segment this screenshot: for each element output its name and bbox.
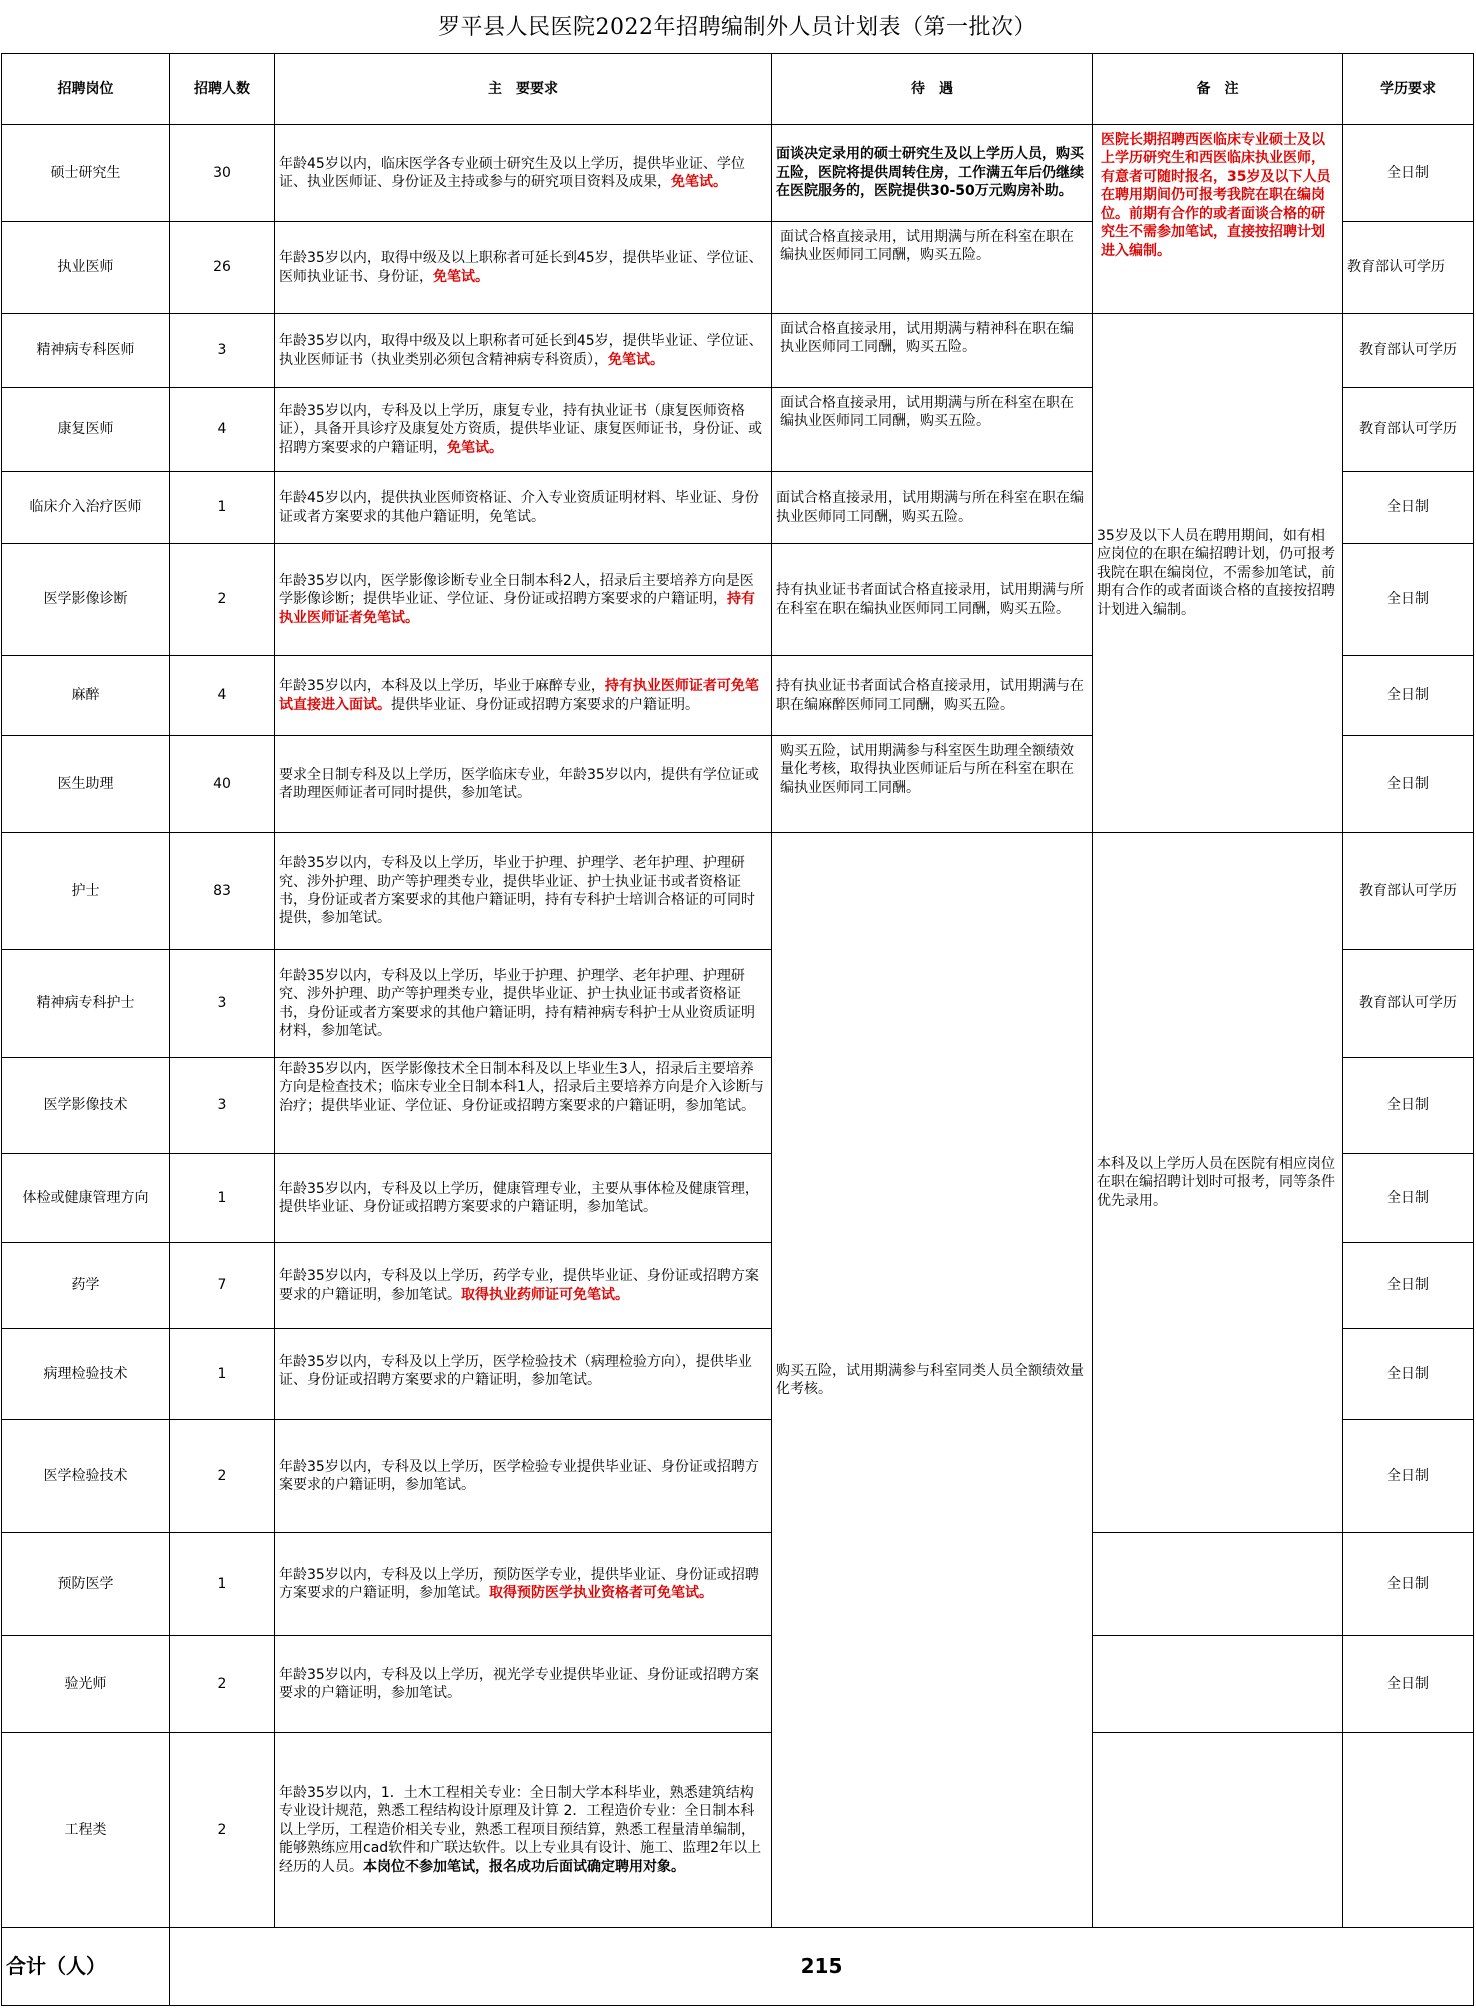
post-cell: 病理检验技术 [2,1329,170,1420]
count-cell: 1 [170,472,275,544]
count-cell: 1 [170,1533,275,1636]
requirements-cell: 年龄45岁以内，临床医学各专业硕士研究生及以上学历，提供毕业证、学位证、执业医师证、身份证及主持或参与的研究项目资料及成果，免笔试。 [275,125,772,222]
requirements-cell: 年龄35岁以内，专科及以上学历，康复专业，持有执业证书（康复医师资格证），具备开具诊疗及康复处方资质，提供毕业证、康复医师证书，身份证、或招聘方案要求的户籍证明，免笔试。 [275,388,772,472]
count-cell: 26 [170,222,275,314]
treatment-cell: 面试合格直接录用，试用期满与所在科室在职在编执业医师同工同酬，购买五险。 [772,388,1093,472]
education-cell: 教育部认可学历 [1343,314,1474,388]
count-cell: 83 [170,833,275,950]
requirements-cell: 年龄35岁以内，取得中级及以上职称者可延长到45岁，提供毕业证、学位证、医师执业证书、身份证，免笔试。 [275,222,772,314]
count-cell: 2 [170,1420,275,1533]
count-cell: 1 [170,1329,275,1420]
table-row [2,314,1474,388]
notes-cell-low: 本科及以上学历人员在医院有相应岗位在职在编招聘计划时可报考，同等条件优先录用。 [1093,833,1343,1533]
post-cell: 医学影像技术 [2,1058,170,1154]
education-cell: 全日制 [1343,1154,1474,1243]
education-cell: 教育部认可学历 [1343,950,1474,1058]
requirements-cell: 年龄35岁以内，医学影像技术全日制本科及以上毕业生3人，招录后主要培养方向是检查技术；临床专业全日制本科1人，招录后主要培养方向是介入诊断与治疗；提供毕业证、学位证、身份证或招聘方案要求的户籍证明，参加笔试。 [275,1058,772,1154]
count-cell: 2 [170,544,275,656]
notes-cell-empty [1093,1533,1343,1636]
requirements-cell: 年龄35岁以内，专科及以上学历，健康管理专业，主要从事体检及健康管理，提供毕业证、身份证或招聘方案要求的户籍证明，参加笔试。 [275,1154,772,1243]
requirements-cell: 年龄35岁以内，专科及以上学历，医学检验技术（病理检验方向），提供毕业证、身份证或招聘方案要求的户籍证明，参加笔试。 [275,1329,772,1420]
post-cell: 精神病专科医师 [2,314,170,388]
post-cell: 预防医学 [2,1533,170,1636]
count-cell: 3 [170,950,275,1058]
requirements-cell: 要求全日制专科及以上学历，医学临床专业，年龄35岁以内，提供有学位证或者助理医师证者可同时提供，参加笔试。 [275,736,772,833]
post-cell: 康复医师 [2,388,170,472]
recruitment-sheet [1,3,1473,2006]
header-count: 招聘人数 [170,54,275,125]
table-row [2,1533,1474,1636]
treatment-cell: 购买五险，试用期满参与科室医生助理全额绩效量化考核，取得执业医师证后与所在科室在职在编执业医师同工同酬。 [772,736,1093,833]
count-cell: 30 [170,125,275,222]
education-cell: 教育部认可学历 [1343,833,1474,950]
education-cell: 全日制 [1343,656,1474,736]
table-row [2,1636,1474,1733]
requirements-cell: 年龄45岁以内，提供执业医师资格证、介入专业资质证明材料、毕业证、身份证或者方案要求的其他户籍证明，免笔试。 [275,472,772,544]
requirements-cell: 年龄35岁以内，专科及以上学历，视光学专业提供毕业证、身份证或招聘方案要求的户籍证明，参加笔试。 [275,1636,772,1733]
notes-cell-red: 医院长期招聘西医临床专业硕士及以上学历研究生和西医临床执业医师，有意者可随时报名，35岁及以下人员在聘用期间仍可报考我院在职在编岗位。前期有合作的或者面谈合格的研究生不需参加笔试，直接按招聘计划进入编制。 [1093,125,1343,314]
page-title: 罗平县人民医院2022年招聘编制外人员计划表（第一批次） [438,15,1036,40]
treatment-cell: 面试合格直接录用，试用期满与精神科在职在编执业医师同工同酬，购买五险。 [772,314,1093,388]
requirements-cell: 年龄35岁以内，专科及以上学历，毕业于护理、护理学、老年护理、护理研究、涉外护理、助产等护理类专业，提供毕业证、护士执业证书或者资格证书，身份证或者方案要求的其他户籍证明，持有专科护士培训合格证的可同时提供，参加笔试。 [275,833,772,950]
notes-cell-mid: 35岁及以下人员在聘用期间，如有相应岗位的在职在编招聘计划，仍可报考我院在职在编岗位，不需参加笔试，前期有合作的或者面谈合格的直接按招聘计划进入编制。 [1093,314,1343,833]
count-cell: 4 [170,656,275,736]
post-cell: 验光师 [2,1636,170,1733]
header-post: 招聘岗位 [2,54,170,125]
education-cell: 教育部认可学历 [1343,388,1474,472]
total-value: 215 [170,1928,1474,2006]
post-cell: 医生助理 [2,736,170,833]
treatment-cell: 面试合格直接录用，试用期满与所在科室在职在编执业医师同工同酬，购买五险。 [772,222,1093,314]
post-cell: 精神病专科护士 [2,950,170,1058]
count-cell: 4 [170,388,275,472]
total-row [2,1928,1474,2006]
education-cell: 全日制 [1343,125,1474,222]
treatment-cell: 面试合格直接录用，试用期满与所在科室在职在编执业医师同工同酬，购买五险。 [772,472,1093,544]
post-cell: 执业医师 [2,222,170,314]
notes-cell-empty [1093,1636,1343,1733]
treatment-cell-empty [1093,1733,1343,1928]
header-row [2,54,1474,125]
requirements-cell: 年龄35岁以内，专科及以上学历，毕业于护理、护理学、老年护理、护理研究、涉外护理、助产等护理类专业，提供毕业证、护士执业证书或者资格证书，身份证或者方案要求的其他户籍证明，持有精神病专科护士从业资质证明材料，参加笔试。 [275,950,772,1058]
recruitment-table [1,53,1474,2006]
education-cell: 全日制 [1343,1329,1474,1420]
table-row [2,833,1474,950]
total-label: 合计（人） [2,1928,170,2006]
table-row [2,1733,1474,1928]
requirements-cell: 年龄35岁以内，1．土木工程相关专业：全日制大学本科毕业，熟悉建筑结构专业设计规范，熟悉工程结构设计原理及计算 2．工程造价专业：全日制本科以上学历，工程造价相关专业，熟悉工程项目预结算，熟悉工程量清单编制，能够熟练应用cad软件和广联达软件。以上专业具有设计、施工、监理2年以上经历的人员。本岗位不参加笔试，报名成功后面试确定聘用对象。 [275,1733,772,1928]
treatment-cell-merged: 购买五险，试用期满参与科室同类人员全额绩效量化考核。 [772,833,1093,1928]
treatment-cell: 面谈决定录用的硕士研究生及以上学历人员，购买五险，医院将提供周转住房，工作满五年后仍继续在医院服务的，医院提供30-50万元购房补助。 [772,125,1093,222]
education-cell: 全日制 [1343,736,1474,833]
requirements-cell: 年龄35岁以内，专科及以上学历，预防医学专业，提供毕业证、身份证或招聘方案要求的户籍证明，参加笔试。取得预防医学执业资格者可免笔试。 [275,1533,772,1636]
treatment-cell: 持有执业证书者面试合格直接录用，试用期满与所在科室在职在编执业医师同工同酬，购买五险。 [772,544,1093,656]
education-cell: 全日制 [1343,544,1474,656]
post-cell: 体检或健康管理方向 [2,1154,170,1243]
education-cell: 全日制 [1343,1420,1474,1533]
requirements-cell: 年龄35岁以内，专科及以上学历，医学检验专业提供毕业证、身份证或招聘方案要求的户籍证明，参加笔试。 [275,1420,772,1533]
requirements-cell: 年龄35岁以内，取得中级及以上职称者可延长到45岁，提供毕业证、学位证、执业医师证书（执业类别必须包含精神病专科资质），免笔试。 [275,314,772,388]
post-cell: 临床介入治疗医师 [2,472,170,544]
education-cell: 全日制 [1343,1533,1474,1636]
education-cell: 全日制 [1343,1636,1474,1733]
post-cell: 工程类 [2,1733,170,1928]
post-cell: 护士 [2,833,170,950]
header-notes: 备 注 [1093,54,1343,125]
table-row [2,125,1474,222]
treatment-cell: 持有执业证书者面试合格直接录用，试用期满与在职在编麻醉医师同工同酬，购买五险。 [772,656,1093,736]
post-cell: 麻醉 [2,656,170,736]
count-cell: 2 [170,1733,275,1928]
count-cell: 40 [170,736,275,833]
requirements-cell: 年龄35岁以内，医学影像诊断专业全日制本科2人，招录后主要培养方向是医学影像诊断；提供毕业证、学位证、身份证或招聘方案要求的户籍证明，持有执业医师证者免笔试。 [275,544,772,656]
count-cell: 7 [170,1243,275,1329]
post-cell: 硕士研究生 [2,125,170,222]
count-cell: 2 [170,1636,275,1733]
header-education: 学历要求 [1343,54,1474,125]
notes-cell-empty [1343,1733,1474,1928]
education-cell: 全日制 [1343,1243,1474,1329]
requirements-cell: 年龄35岁以内，本科及以上学历，毕业于麻醉专业，持有执业医师证者可免笔试直接进入面试。提供毕业证、身份证或招聘方案要求的户籍证明。 [275,656,772,736]
education-cell: 全日制 [1343,1058,1474,1154]
count-cell: 3 [170,314,275,388]
requirements-cell: 年龄35岁以内，专科及以上学历，药学专业，提供毕业证、身份证或招聘方案要求的户籍证明，参加笔试。取得执业药师证可免笔试。 [275,1243,772,1329]
post-cell: 药学 [2,1243,170,1329]
education-cell: 全日制 [1343,472,1474,544]
education-cell: 教育部认可学历 [1343,222,1474,314]
post-cell: 医学影像诊断 [2,544,170,656]
post-cell: 医学检验技术 [2,1420,170,1533]
header-treatment: 待 遇 [772,54,1093,125]
count-cell: 3 [170,1058,275,1154]
count-cell: 1 [170,1154,275,1243]
header-requirements: 主 要要求 [275,54,772,125]
